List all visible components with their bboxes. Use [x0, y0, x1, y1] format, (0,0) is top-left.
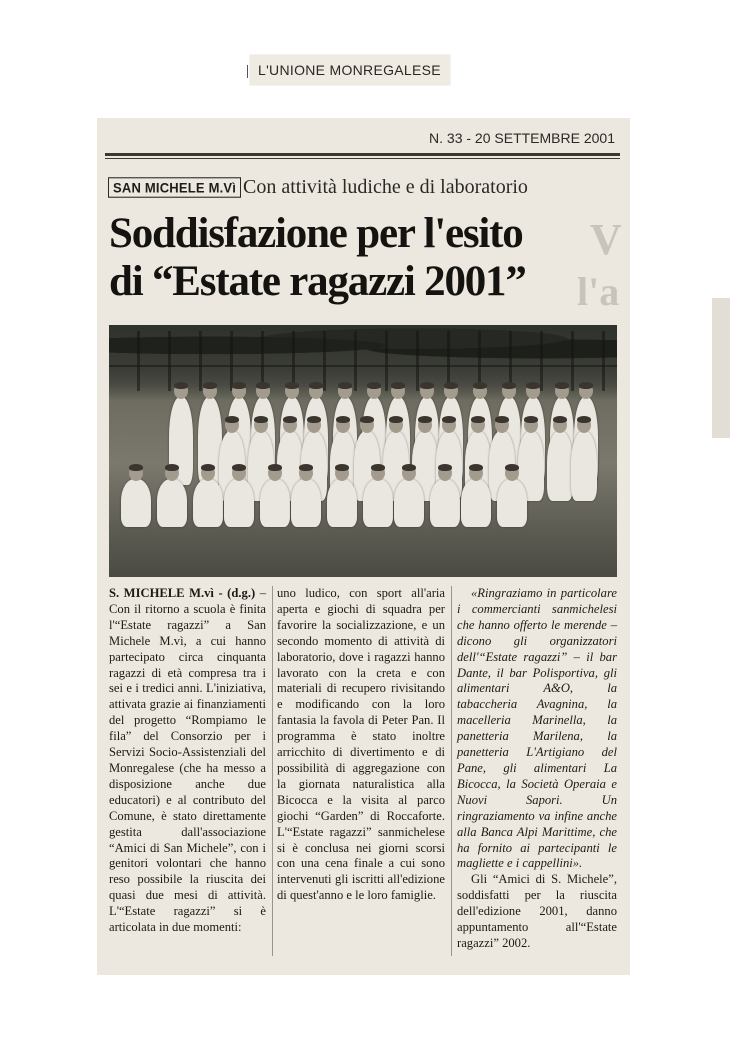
child-hair	[505, 464, 519, 471]
child-figure	[327, 479, 357, 527]
child-hair	[165, 464, 179, 471]
child-hair	[268, 464, 282, 471]
source-label-text: L'UNIONE MONREGALESE	[258, 62, 441, 78]
column-divider-1	[272, 586, 273, 956]
child-hair	[389, 416, 403, 423]
child-figure	[547, 431, 573, 501]
issue-date: N. 33 - 20 SETTEMBRE 2001	[429, 130, 615, 146]
child-figure	[461, 479, 491, 527]
child-figure	[291, 479, 321, 527]
child-hair	[203, 382, 217, 389]
article-column-3	[457, 586, 617, 952]
child-hair	[232, 464, 246, 471]
child-figure	[571, 431, 597, 501]
child-hair	[335, 464, 349, 471]
kicker-subtitle: Con attività ludiche e di laboratorio	[243, 176, 528, 198]
child-hair	[469, 464, 483, 471]
child-hair	[232, 382, 246, 389]
child-hair	[254, 416, 268, 423]
child-hair	[283, 416, 297, 423]
child-hair	[336, 416, 350, 423]
child-figure	[224, 479, 254, 527]
child-hair	[471, 416, 485, 423]
child-hair	[402, 464, 416, 471]
child-hair	[367, 382, 381, 389]
child-hair	[524, 416, 538, 423]
child-hair	[577, 416, 591, 423]
child-figure	[260, 479, 290, 527]
article-closing-text: Gli “Amici di S. Michele”, soddisfatti per la riuscita dell'edizione 2001, danno appuntamento all'“Estate ragazzi” 2002.	[457, 872, 617, 950]
child-figure	[193, 479, 223, 527]
photo-fence-rail	[109, 365, 617, 367]
child-hair	[438, 464, 452, 471]
child-hair	[174, 382, 188, 389]
newspaper-source-label	[250, 55, 450, 85]
child-hair	[420, 382, 434, 389]
group-photo	[109, 325, 617, 577]
child-hair	[307, 416, 321, 423]
child-hair	[444, 382, 458, 389]
location-kicker: SAN MICHELE M.Vì	[108, 177, 241, 198]
child-hair	[371, 464, 385, 471]
headline-line-1: Soddisfazione per l'esito	[109, 210, 523, 257]
child-hair	[526, 382, 540, 389]
child-hair	[360, 416, 374, 423]
headline-line-2: di “Estate ragazzi 2001”	[109, 258, 526, 305]
article-quote-text: «Ringraziamo in particolare i commercianti sanmichelesi che hanno offerto le merende – dicono gli organizzatori dell'“Estate ragazzi” – il bar Dante, il bar Polisportiva, gli alimentari A&O, la tabaccheria Avagnina, la macelleria Marinella, la panetteria Marilena, la panetteria L'Artigiano del Pane, gli alimentari La Bicocca, la Società Operaia e Nuovi Sapori. Un ringraziamento va infine anche alla Banca Alpi Marittime, che ha fornito ai partecipanti le magliette e i cappellini».	[457, 586, 617, 871]
child-hair	[418, 416, 432, 423]
adjacent-article-edge	[712, 298, 730, 438]
child-figure	[121, 479, 151, 527]
top-rule-thin	[105, 158, 620, 159]
child-hair	[338, 382, 352, 389]
child-hair	[391, 382, 405, 389]
ghost-headline-bleed: V	[590, 215, 622, 264]
child-hair	[495, 416, 509, 423]
article-col1-text: – Con il ritorno a scuola è finita l'“Estate ragazzi” a San Michele M.vì, a cui hanno partecipato circa cinquanta ragazzi di età compresa tra i sei e i tredici anni. L'iniziativa, attivata grazie ai finanziamenti del progetto “Rompiamo le fila” del Consorzio per i Servizi Socio-Assistenziali del Monregalese (che ha messo a disposizione anche due educatori) e al contributo del Comune, è stato direttamente gestita dall'associazione “Amici di San Michele”, con i genitori volontari che hanno reso possibile la riuscita dei quasi due mesi di attività. L'“Estate ragazzi” si è articolata in due momenti:	[109, 586, 266, 935]
newspaper-clipping	[97, 118, 630, 975]
child-figure	[430, 479, 460, 527]
child-hair	[502, 382, 516, 389]
article-column-1	[109, 586, 266, 936]
child-hair	[553, 416, 567, 423]
child-hair	[442, 416, 456, 423]
child-hair	[579, 382, 593, 389]
child-hair	[129, 464, 143, 471]
column-divider-2	[451, 586, 452, 956]
ghost-headline-bleed-2: l'a	[577, 269, 620, 314]
headline	[109, 210, 629, 306]
child-figure	[363, 479, 393, 527]
child-hair	[225, 416, 239, 423]
child-hair	[309, 382, 323, 389]
child-hair	[473, 382, 487, 389]
child-figure	[157, 479, 187, 527]
child-hair	[285, 382, 299, 389]
top-rule	[105, 153, 620, 156]
child-hair	[201, 464, 215, 471]
child-figure	[497, 479, 527, 527]
child-hair	[299, 464, 313, 471]
article-dateline: S. MICHELE M.vì - (d.g.)	[109, 586, 256, 600]
child-hair	[555, 382, 569, 389]
cut-mark	[247, 65, 248, 78]
child-figure	[394, 479, 424, 527]
article-column-2	[277, 586, 445, 904]
child-hair	[256, 382, 270, 389]
article-col2-text: uno ludico, con sport all'aria aperta e giochi di squadra per favorire la socializzazione, e un secondo momento di attività di laboratorio, dove i ragazzi hanno lavorato con la creta e con materiali di recupero rivisitando e modificando con la loro fantasia la favola di Peter Pan. Il programma è stato inoltre arricchito di divertimento e di possibilità di aggregazione con la giornata naturalistica alla Bicocca e la visita al parco giochi “Garden” di Roccaforte. L'“Estate ragazzi” sanmichelese si è conclusa nei giorni scorsi con una cena finale a cui sono intervenuti gli iscritti all'edizione di quest'anno e le loro famiglie.	[277, 586, 445, 903]
